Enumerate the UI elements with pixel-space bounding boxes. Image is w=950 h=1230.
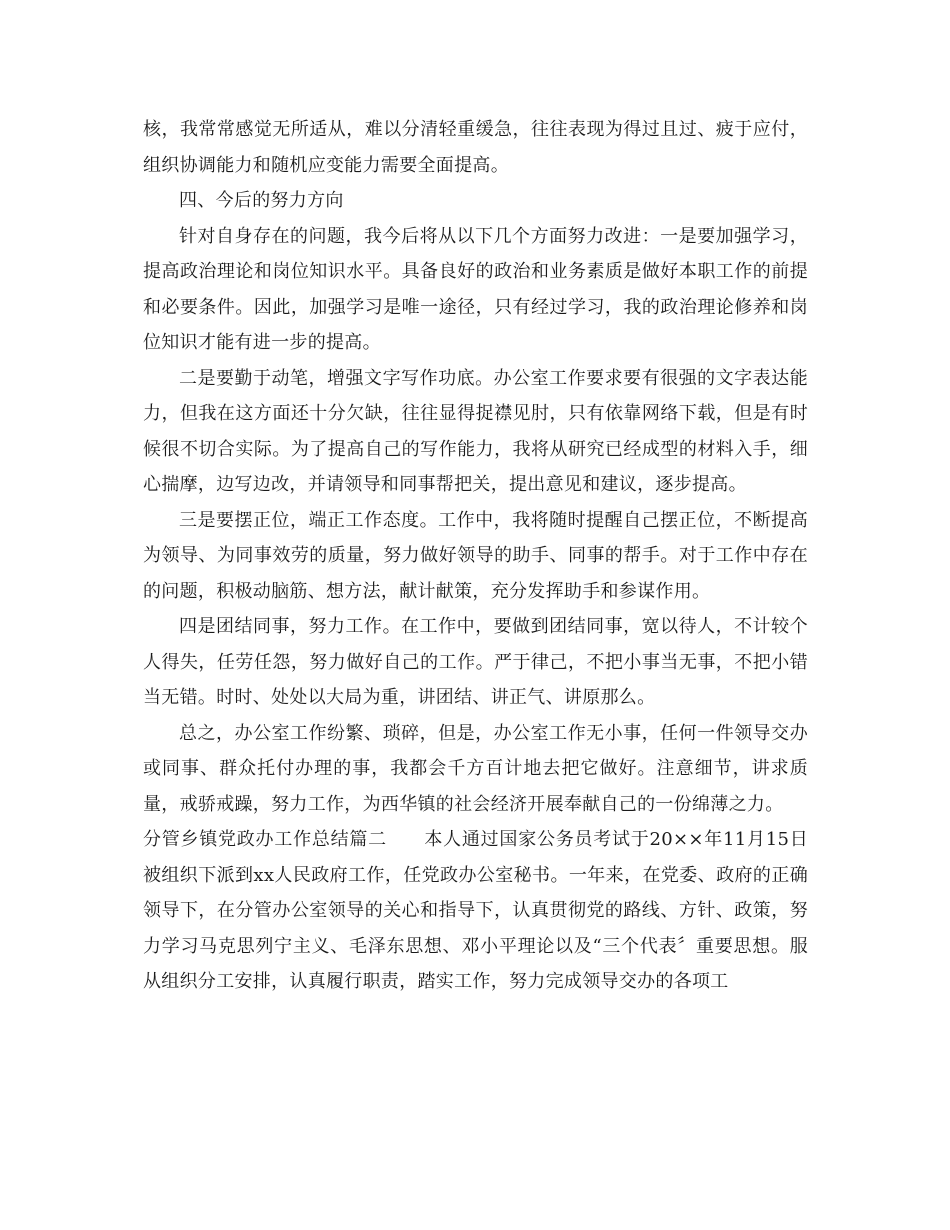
paragraph-summary: 总之，办公室工作纷繁、琐碎，但是，办公室工作无小事，任何一件领导交办或同事、群众托付办理的事，我都会千方百计地去把它做好。注意细节，讲求质量，戒骄戒躁，努力工作，为西华镇的社会经济开展奉献自己的一份绵薄之力。 [143, 722, 808, 815]
paragraph-article-two: 分管乡镇党政办工作总结篇二 本人通过国家公务员考试于20××年11月15日被组织下派到xx人民政府工作，任党政办公室秘书。一年来，在党委、政府的正确领导下，在分管办公室领导的关心和指导下，认真贯彻党的路线、方针、政策，努力学习马克思列宁主义、毛泽东思想、邓小平理论以及“三个代表〞重要思想。服从组织分工安排，认真履行职责，踏实工作，努力完成领导交办的各项工 [143, 829, 808, 992]
section-heading-future-direction: 四、今后的努力方向 [179, 190, 344, 211]
document-body [143, 112, 808, 1000]
paragraph-teamwork: 四是团结同事，努力工作。在工作中，要做到团结同事，宽以待人，不计较个人得失，任劳任怨，努力做好自己的工作。严于律己，不把小事当无事，不把小错当无错。时时、处处以大局为重，讲团结、讲正气、讲原那么。 [143, 616, 808, 708]
paragraph-writing-skills: 二是要勤于动笔，增强文字写作功底。办公室工作要求要有很强的文字表达能力，但我在这方面还十分欠缺，往往显得捉襟见肘，只有依靠网络下载，但是有时候很不切合实际。为了提高自己的写作能力，我将从研究已经成型的材料入手，细心揣摩，边写边改，并请领导和同事帮把关，提出意见和建议，逐步提高。 [143, 367, 808, 495]
paragraph-improvement-intro: 针对自身存在的问题，我今后将从以下几个方面努力改进：一是要加强学习，提高政治理论和岗位知识水平。具备良好的政治和业务素质是做好本职工作的前提和必要条件。因此，加强学习是唯一途径，只有经过学习，我的政治理论修养和岗位知识才能有进一步的提高。 [143, 225, 808, 353]
paragraph-continuation: 核，我常常感觉无所适从，难以分清轻重缓急，往往表现为得过且过、疲于应付，组织协调能力和随机应变能力需要全面提高。 [143, 119, 808, 176]
paragraph-work-attitude: 三是要摆正位，端正工作态度。工作中，我将随时提醒自己摆正位，不断提高为领导、为同事效劳的质量，努力做好领导的助手、同事的帮手。对于工作中存在的问题，积极动脑筋、想方法，献计献策，充分发挥助手和参谋作用。 [143, 509, 808, 602]
